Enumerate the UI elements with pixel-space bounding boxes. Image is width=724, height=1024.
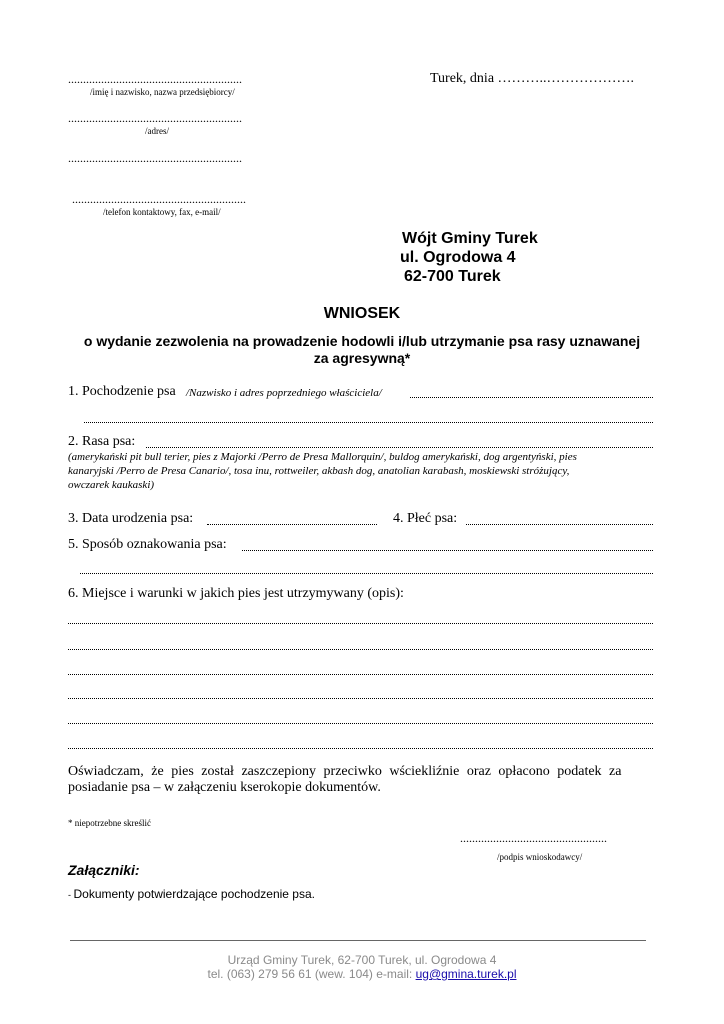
name-field-label: /imię i nazwisko, nazwa przedsiębiorcy/	[90, 87, 235, 97]
attachment-item-text: Dokumenty potwierdzające pochodzenie psa.	[73, 887, 315, 901]
attachments-title: Załączniki:	[68, 862, 140, 878]
birth-date-label: 3. Data urodzenia psa:	[68, 511, 194, 526]
origin-label: 1. Pochodzenie psa	[68, 384, 176, 399]
document-title: WNIOSEK	[323, 305, 401, 322]
name-field-dots[interactable]: ..........................................................	[68, 72, 242, 86]
breed-hint-1: (amerykański pit bull terier, pies z Majorki /Perro de Presa Mallorquin/, buldog amerykański, dog argentyński, pies	[68, 451, 577, 463]
statement-line-2: posiadanie psa – w załączeniu kserokopie dokumentów.	[68, 780, 381, 795]
attachment-dash: -	[68, 890, 74, 900]
document-subtitle-2: za agresywną*	[313, 350, 411, 366]
address-field-dots[interactable]: ..........................................................	[68, 111, 242, 125]
recipient-line-3: 62-700 Turek	[404, 268, 501, 285]
breed-field[interactable]	[146, 447, 653, 448]
keeping-line-6[interactable]	[68, 748, 653, 749]
breed-label: 2. Rasa psa:	[68, 434, 136, 449]
keeping-line-2[interactable]	[68, 649, 653, 650]
signature-dots[interactable]: .................................................	[460, 831, 607, 845]
document-subtitle-1: o wydanie zezwolenia na prowadzenie hodowli i/lub utrzymanie psa rasy uznawanej	[83, 333, 641, 349]
sex-field[interactable]	[466, 524, 653, 525]
keeping-conditions-label: 6. Miejsce i warunki w jakich pies jest utrzymywany (opis):	[68, 586, 404, 601]
address-field-label: /adres/	[145, 126, 169, 136]
footer-address: Urząd Gminy Turek, 62-700 Turek, ul. Ogrodowa 4	[227, 953, 497, 967]
keeping-line-4[interactable]	[68, 698, 653, 699]
statement-line-1: Oświadczam, że pies został zaszczepiony przeciwko wściekliźnie oraz opłacono podatek za	[68, 764, 622, 779]
birth-date-field[interactable]	[207, 524, 377, 525]
marking-field[interactable]	[242, 550, 653, 551]
marking-field-2[interactable]	[80, 573, 653, 574]
keeping-line-5[interactable]	[68, 723, 653, 724]
recipient-line-2: ul. Ogrodowa 4	[400, 249, 516, 266]
footer-email-link[interactable]: ug@gmina.turek.pl	[415, 967, 517, 981]
keeping-line-1[interactable]	[68, 623, 653, 624]
attachment-item	[68, 887, 315, 901]
origin-field-2[interactable]	[84, 422, 653, 423]
sex-label: 4. Płeć psa:	[393, 511, 458, 526]
origin-field[interactable]	[410, 397, 653, 398]
keeping-line-3[interactable]	[68, 674, 653, 675]
footer-phone: tel. (063) 279 56 61 (wew. 104) e-mail:	[207, 967, 416, 981]
breed-hint-2: kanaryjski /Perro de Presa Canario/, tosa inu, rottweiler, akbash dog, anatolian karabash, moskiewski stróżujący,	[68, 465, 570, 477]
place-date: Turek, dnia ………..……………….	[430, 71, 635, 86]
marking-label: 5. Sposób oznakowania psa:	[68, 537, 227, 552]
recipient-line-1: Wójt Gminy Turek	[402, 230, 538, 247]
phone-field-label: /telefon kontaktowy, fax, e-mail/	[103, 207, 221, 217]
footnote: * niepotrzebne skreślić	[68, 818, 151, 828]
origin-hint: /Nazwisko i adres poprzedniego właściciela/	[186, 387, 382, 399]
address-field-dots-2[interactable]: ..........................................................	[68, 151, 242, 165]
footer-contact	[0, 967, 724, 981]
footer-divider	[70, 940, 646, 941]
phone-field-dots[interactable]: ..........................................................	[72, 192, 246, 206]
breed-hint-3: owczarek kaukaski)	[68, 479, 155, 491]
signature-label: /podpis wnioskodawcy/	[497, 852, 583, 862]
